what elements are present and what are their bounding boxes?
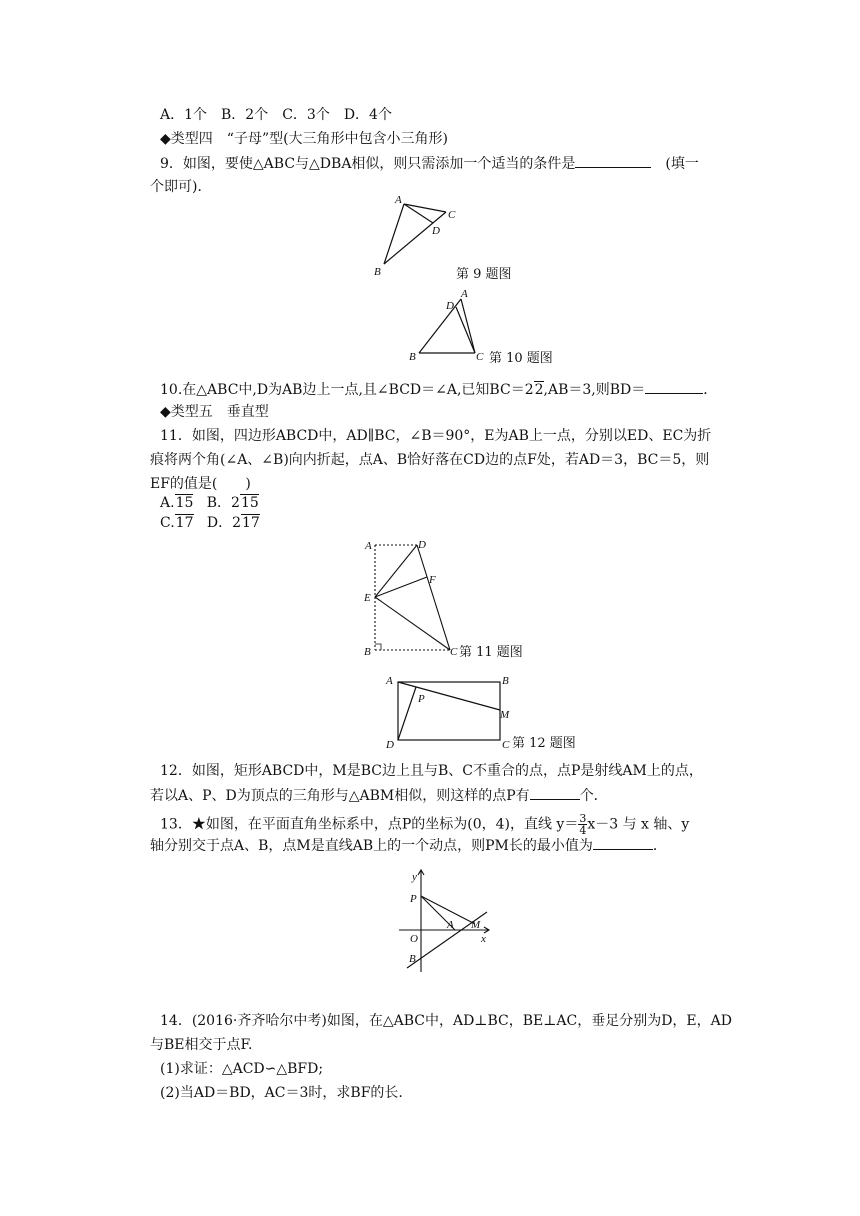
prev-question-options: A．1个 B．2个 C．3个 D．4个 <box>160 107 392 123</box>
q9-line1 <box>160 154 699 173</box>
q9-figure <box>360 190 470 280</box>
q10-text <box>160 380 717 399</box>
q12-text: 若以A、P、D为顶点的三角形与△ABM相似，则这样的点P有 <box>150 788 530 804</box>
label-d: D <box>418 539 426 551</box>
label-a: A <box>461 288 468 300</box>
q14-line1: 14．(2016·齐齐哈尔中考)如图，在△ABC中，AD⊥BC，BE⊥AC，垂足分别为D，E，AD <box>160 1013 732 1029</box>
q12-line1: 12．如图，矩形ABCD中，M是BC边上且与B、C不重合的点，点P是射线AM上的点， <box>160 763 703 779</box>
label-d: D <box>446 300 454 312</box>
q12-figure <box>382 672 512 752</box>
q12-figure-caption: 第 12 题图 <box>512 736 576 751</box>
segment-dc <box>456 307 475 353</box>
label-b: B <box>364 646 371 658</box>
label-e: E <box>364 592 371 604</box>
q10-figure-caption: 第 10 题图 <box>489 351 553 366</box>
q14-line2: 与BE相交于点F. <box>150 1037 253 1053</box>
rectangle-abcd <box>398 682 500 740</box>
q9-figure-caption: 第 9 题图 <box>456 267 512 282</box>
label-d: D <box>432 225 440 237</box>
option-c[interactable]: C.17 <box>160 515 194 531</box>
q11-line2: 痕将两个角(∠A、∠B)向内折起，点A、B恰好落在CD边的点F处，若AD＝3，BC＝5，则 <box>150 452 710 468</box>
q14-part2: (2)当AD＝BD，AC＝3时，求BF的长. <box>160 1085 403 1101</box>
q11-figure <box>355 535 465 660</box>
section-title: 类型五 垂直型 <box>170 404 269 420</box>
q11-line1: 11．如图，四边形ABCD中，AD∥BC，∠B＝90°，E为AB上一点，分别以ED、EC为折 <box>160 428 712 444</box>
label-c: C <box>448 209 456 221</box>
q13-answer-blank[interactable] <box>593 836 653 850</box>
label-b: B <box>409 351 416 363</box>
diamond-marker-icon: ◆ <box>160 131 171 147</box>
segment-ba <box>419 299 461 353</box>
q10-answer-blank[interactable] <box>645 380 703 394</box>
q11-line3: EF的值是( ) <box>150 476 251 492</box>
q13-text-tail: x－3 与 x 轴、y <box>587 816 690 833</box>
section-heading-type5 <box>160 403 269 421</box>
right-angle-mark <box>375 644 381 650</box>
q13-line2 <box>150 836 667 855</box>
q11-figure-caption: 第 11 题图 <box>459 645 523 660</box>
fraction-three-quarters: $\frac{3}{4}$ <box>579 812 587 837</box>
label-c: C <box>502 739 510 751</box>
label-m: M <box>471 919 481 931</box>
option-b[interactable]: B．215 <box>206 495 259 511</box>
q14-part1: (1)求证：△ACD∽△BFD; <box>160 1061 324 1077</box>
label-p: P <box>410 893 417 905</box>
label-d: D <box>386 739 394 751</box>
q13-text: 轴分别交于点A、B，点M是直线AB上的一个动点，则PM长的最小值为 <box>150 838 593 854</box>
label-b: B <box>502 675 509 687</box>
q9-answer-blank[interactable] <box>575 154 651 168</box>
q10-text-head: 10.在△ABC中,D为AB边上一点,且∠BCD＝∠A,已知BC＝2 <box>160 382 534 398</box>
option-d[interactable]: D．217 <box>206 515 260 531</box>
label-o: O <box>410 933 418 945</box>
q12-line2 <box>150 786 608 805</box>
label-b: B <box>374 266 381 278</box>
q13-text: 13．★如图，在平面直角坐标系中，点P的坐标为(0，4)，直线 y＝ <box>160 816 579 833</box>
segment-ac <box>461 299 475 353</box>
q10-text-end: ． <box>703 382 718 398</box>
q10-figure <box>405 285 485 365</box>
label-f: F <box>429 574 436 586</box>
label-b: B <box>409 953 416 965</box>
q9-text-tail: (填一 <box>651 156 699 172</box>
q10-radicand: 2 <box>534 382 544 398</box>
q13-line1 <box>160 813 689 836</box>
diamond-marker-icon: ◆ <box>160 404 171 420</box>
q9-text: 9．如图，要使△ABC与△DBA相似，则只需添加一个适当的条件是 <box>160 156 576 172</box>
segment-bc <box>384 212 446 264</box>
q11-options-row2 <box>160 514 260 532</box>
q9-line2: 个即可)． <box>150 179 212 195</box>
q13-figure <box>395 862 505 977</box>
label-y: y <box>412 871 417 883</box>
option-a[interactable]: A.15 <box>160 495 194 511</box>
segment-dc <box>417 545 450 650</box>
label-a: A <box>386 675 393 687</box>
q12-text-end: 个． <box>579 788 608 804</box>
label-a: A <box>447 919 454 931</box>
q13-text-end: ． <box>652 838 667 854</box>
label-c: C <box>450 646 458 658</box>
label-a: A <box>365 540 372 552</box>
label-a: A <box>395 194 402 206</box>
segment-dp <box>398 687 416 740</box>
label-p: P <box>418 693 425 705</box>
label-c: C <box>476 351 484 363</box>
label-m: M <box>500 709 510 721</box>
segment-ec <box>375 597 450 650</box>
section-heading-type4 <box>160 130 448 148</box>
q10-text-mid: ,AB＝3,则BD＝ <box>543 382 646 398</box>
q11-options-row1 <box>160 494 259 512</box>
section-title: 类型四 “子母”型(大三角形中包含小三角形) <box>170 131 449 147</box>
label-x: x <box>481 933 486 945</box>
q12-answer-blank[interactable] <box>530 786 580 800</box>
